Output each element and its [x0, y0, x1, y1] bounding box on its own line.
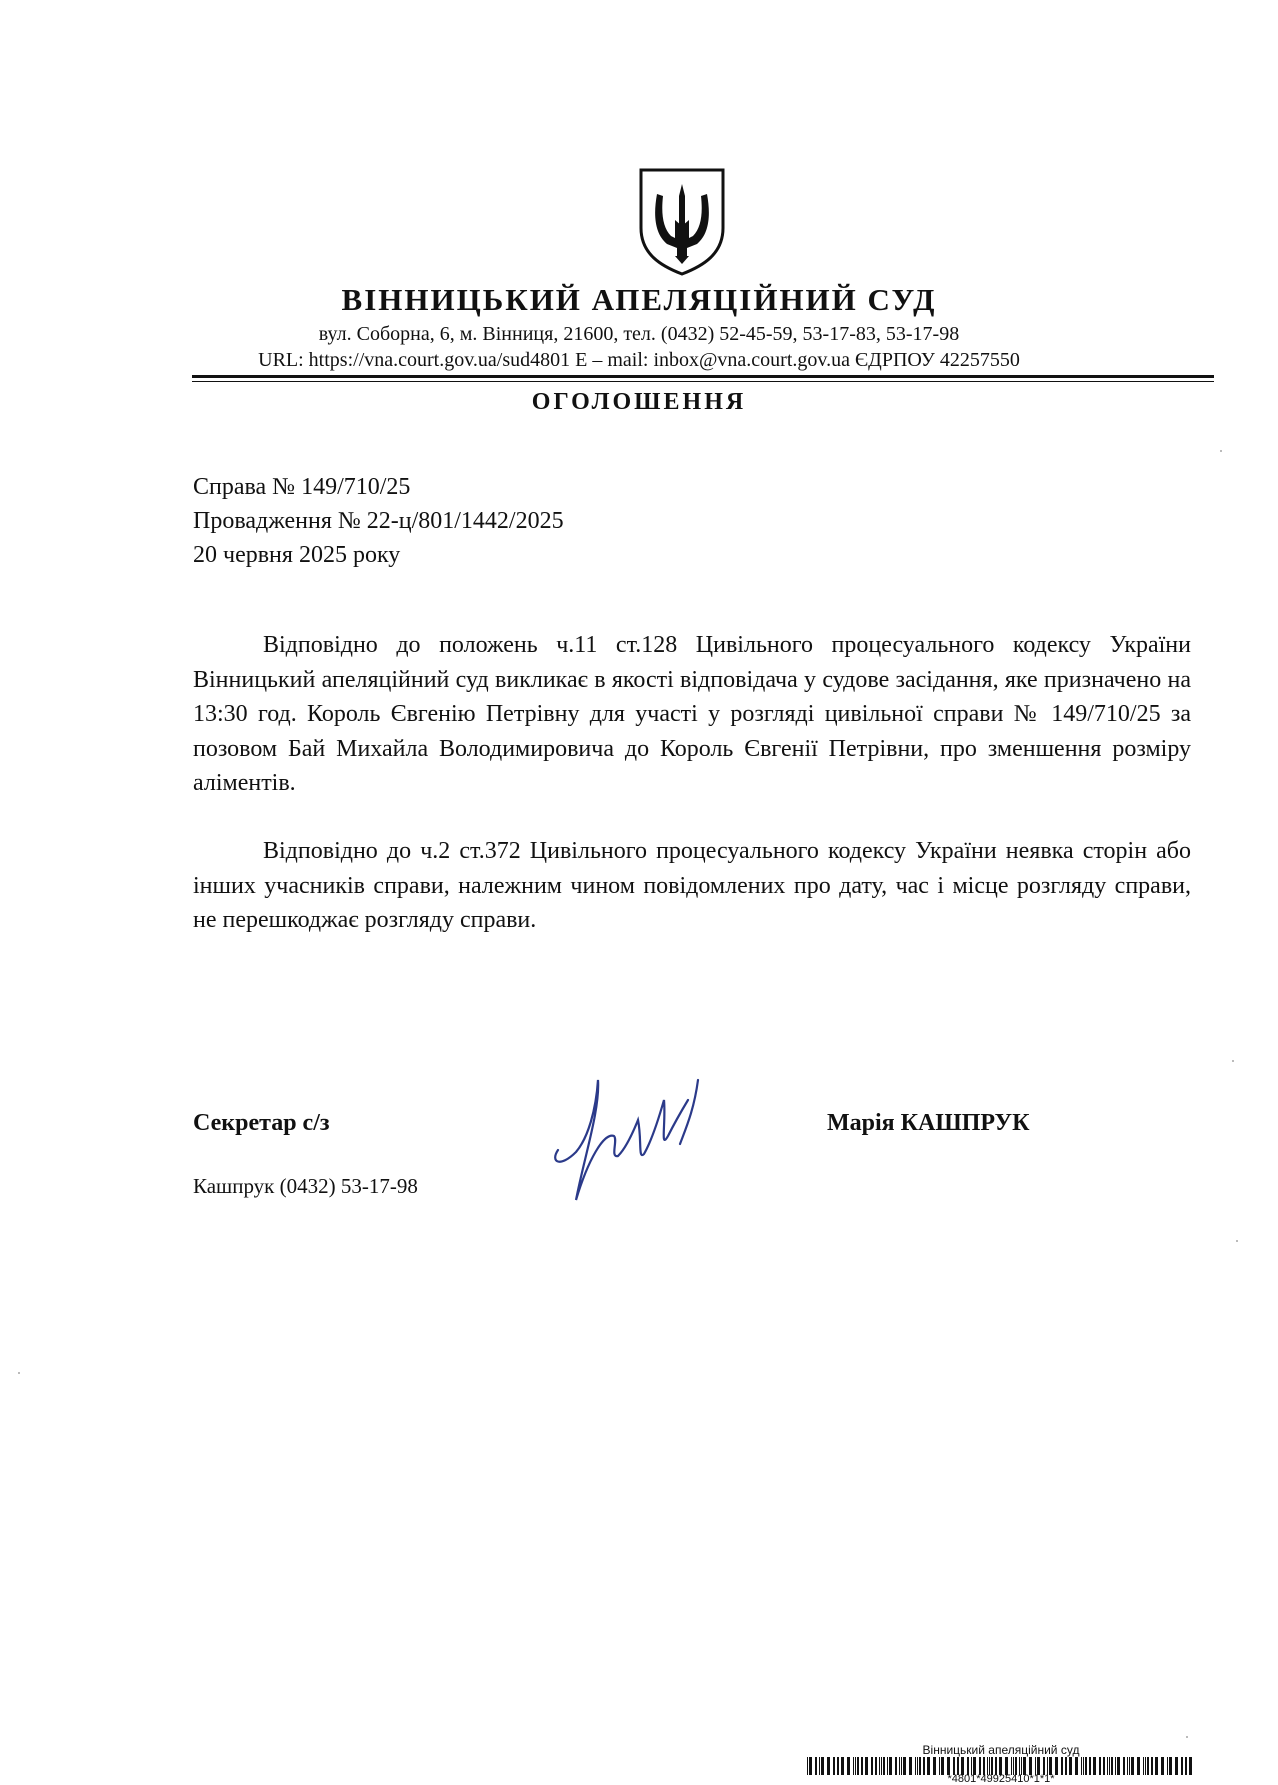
barcode-bar	[1109, 1757, 1110, 1775]
barcode-bar	[941, 1757, 944, 1775]
barcode-number: *4801*49925410*1*1*	[947, 1773, 1055, 1785]
scan-speck	[1232, 1060, 1234, 1062]
scan-speck	[1186, 1736, 1188, 1738]
barcode-bar	[1147, 1757, 1149, 1775]
header-divider-thick	[192, 375, 1214, 378]
proceeding-number: Провадження № 22-ц/801/1442/2025	[193, 508, 564, 534]
barcode-bar	[827, 1757, 830, 1775]
barcode-bar	[901, 1757, 902, 1775]
barcode-bar	[837, 1757, 839, 1775]
barcode-bar	[933, 1757, 936, 1775]
barcode-bar	[807, 1757, 808, 1775]
scan-speck	[18, 1372, 20, 1374]
barcode-bar	[881, 1757, 882, 1775]
barcode-bar	[903, 1757, 906, 1775]
barcode-bar	[1081, 1757, 1082, 1775]
barcode-bar	[1169, 1757, 1172, 1775]
scan-speck	[1236, 1240, 1238, 1242]
barcode-bar	[1151, 1757, 1153, 1775]
barcode-bar	[1083, 1757, 1084, 1775]
barcode-bar	[1155, 1757, 1158, 1775]
barcode-bar	[857, 1757, 859, 1775]
barcode-bar	[1185, 1757, 1187, 1775]
barcode-bar	[915, 1757, 916, 1775]
barcode-bar	[939, 1757, 940, 1775]
barcode-bar	[1085, 1757, 1087, 1775]
barcode-bar	[875, 1757, 877, 1775]
barcode-bar	[883, 1757, 885, 1775]
barcode-bar	[1143, 1757, 1144, 1775]
barcode-bar	[1069, 1757, 1072, 1775]
barcode-bar	[821, 1757, 824, 1775]
barcode-bar	[887, 1757, 888, 1775]
scan-speck	[1220, 450, 1222, 452]
barcode-bar	[1089, 1757, 1091, 1775]
barcode-bar	[1123, 1757, 1125, 1775]
barcode-bar	[1107, 1757, 1108, 1775]
barcode-bar	[1117, 1757, 1120, 1775]
barcode	[807, 1743, 1195, 1785]
body-paragraph-2: Відповідно до ч.2 ст.372 Цивільного процесуального кодексу України неявка сторін або інших учасників справи, належним чином повідомлених про дату, час і місце розгляду справи, не перешкоджає розгляду справи.	[193, 838, 1191, 933]
barcode-bar	[917, 1757, 918, 1775]
barcode-bar	[1111, 1757, 1113, 1775]
signatory-name: Марія КАШПРУК	[827, 1110, 1030, 1136]
barcode-bar	[819, 1757, 820, 1775]
barcode-bar	[1093, 1757, 1096, 1775]
barcode-bar	[879, 1757, 880, 1775]
barcode-bar	[1103, 1757, 1105, 1775]
signatory-role: Секретар с/з	[193, 1110, 330, 1136]
header-divider-thin	[192, 381, 1214, 382]
court-address-line: вул. Соборна, 6, м. Вінниця, 21600, тел. (0432) 52-45-59, 53-17-83, 53-17-98	[318, 323, 960, 345]
barcode-bar	[919, 1757, 921, 1775]
barcode-bar	[899, 1757, 900, 1775]
barcode-bar	[833, 1757, 835, 1775]
barcode-bar	[923, 1757, 925, 1775]
court-name-heading: ВІННИЦЬКИЙ АПЕЛЯЦІЙНИЙ СУД	[341, 282, 937, 317]
barcode-bar	[815, 1757, 817, 1775]
body-paragraph-1: Відповідно до положень ч.11 ст.128 Цивільного процесуального кодексу України Вінницький апеляційний суд викликає в якості відповідача у судове засідання, яке призначено на 13:30 год. Король Євгенію Петрівну для участі у розгляді цивільної справи № 149/710/25 за позовом Бай Михайла Володимировича до Король Євгенії Петрівни, про зменшення розміру аліментів.	[193, 632, 1191, 796]
document-title: ОГОЛОШЕННЯ	[531, 389, 747, 415]
barcode-bar	[1099, 1757, 1101, 1775]
barcode-bar	[1189, 1757, 1192, 1775]
barcode-bar	[1115, 1757, 1116, 1775]
barcode-bar	[1061, 1757, 1063, 1775]
barcode-bar	[1137, 1757, 1140, 1775]
barcode-bar	[1145, 1757, 1146, 1775]
barcode-bar	[871, 1757, 873, 1775]
coat-of-arms-emblem	[637, 166, 727, 278]
barcode-bar	[861, 1757, 863, 1775]
court-contacts-line: URL: https://vna.court.gov.ua/sud4801 E – mail: inbox@vna.court.gov.ua ЄДРПОУ 42257550	[258, 349, 1020, 371]
barcode-bar	[841, 1757, 844, 1775]
document-date: 20 червня 2025 року	[193, 542, 401, 568]
barcode-label: Вінницький апеляційний суд	[922, 1743, 1080, 1757]
barcode-bar	[889, 1757, 892, 1775]
barcode-bar	[865, 1757, 868, 1775]
barcode-bar	[1075, 1757, 1078, 1775]
barcode-bar	[853, 1757, 854, 1775]
case-number: Справа № 149/710/25	[193, 474, 411, 500]
barcode-bar	[1175, 1757, 1178, 1775]
barcode-bar	[1127, 1757, 1128, 1775]
barcode-bar	[1161, 1757, 1164, 1775]
barcode-bar	[895, 1757, 897, 1775]
barcode-bar	[1131, 1757, 1134, 1775]
barcode-bar	[1167, 1757, 1168, 1775]
barcode-bar	[855, 1757, 856, 1775]
signatory-contact: Кашпрук (0432) 53-17-98	[193, 1174, 418, 1198]
barcode-bar	[1065, 1757, 1067, 1775]
handwritten-signature	[548, 1040, 738, 1210]
barcode-bar	[847, 1757, 850, 1775]
barcode-bar	[1055, 1757, 1058, 1775]
barcode-bar	[909, 1757, 912, 1775]
barcode-bar	[809, 1757, 812, 1775]
barcode-bar	[1181, 1757, 1183, 1775]
barcode-bar	[1129, 1757, 1130, 1775]
barcode-bar	[927, 1757, 930, 1775]
